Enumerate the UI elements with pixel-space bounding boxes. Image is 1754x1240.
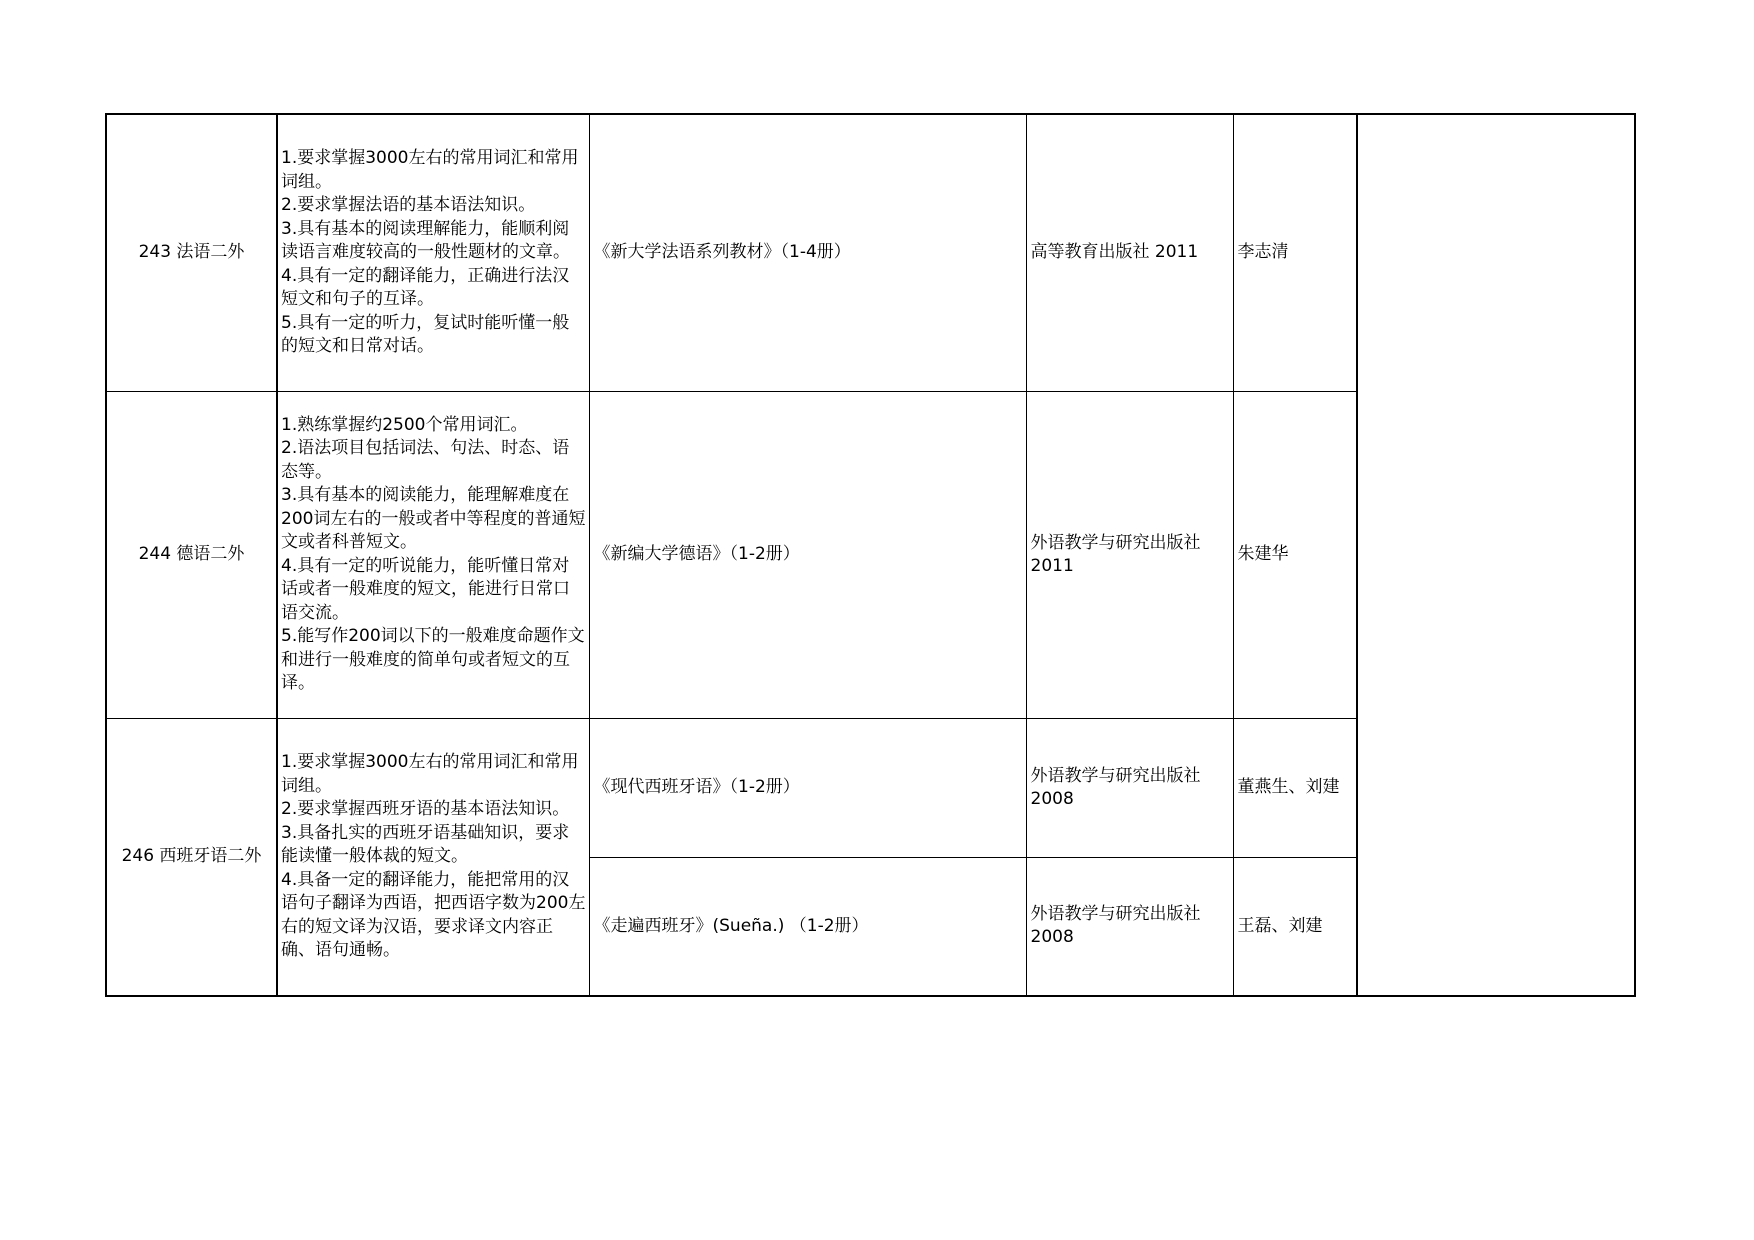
book-title-cell: 《现代西班牙语》（1-2册） bbox=[589, 718, 1026, 857]
book-title-cell: 《新大学法语系列教材》（1-4册） bbox=[589, 114, 1026, 391]
requirement-item: 3.具有基本的阅读能力，能理解难度在200词左右的一般或者中等程度的普通短文或者科普短文。 bbox=[281, 485, 586, 552]
requirement-item: 1.熟练掌握约2500个常用词汇。 bbox=[281, 414, 528, 435]
requirements-cell bbox=[277, 114, 589, 391]
author-cell: 李志清 bbox=[1233, 114, 1357, 391]
subject-cell: 244 德语二外 bbox=[106, 391, 277, 718]
requirement-item: 1.要求掌握3000左右的常用词汇和常用词组。 bbox=[281, 752, 579, 796]
requirements-cell bbox=[277, 718, 589, 996]
requirement-item: 2.要求掌握西班牙语的基本语法知识。 bbox=[281, 799, 570, 819]
subject-cell: 246 西班牙语二外 bbox=[106, 718, 277, 996]
requirement-item: 2.语法项目包括词法、句法、时态、语态等。 bbox=[281, 438, 570, 482]
publisher-cell: 外语教学与研究出版社 2008 bbox=[1026, 718, 1233, 857]
exam-reference-table bbox=[105, 113, 1636, 997]
requirement-item: 3.具备扎实的西班牙语基础知识，要求能读懂一般体裁的短文。 bbox=[281, 822, 570, 866]
author-cell: 朱建华 bbox=[1233, 391, 1357, 718]
requirement-item: 3.具有基本的阅读理解能力，能顺利阅读语言难度较高的一般性题材的文章。 bbox=[281, 218, 570, 262]
notes-cell bbox=[1357, 114, 1635, 996]
author-cell: 王磊、刘建 bbox=[1233, 857, 1357, 996]
requirement-item: 5.具有一定的听力，复试时能听懂一般的短文和日常对话。 bbox=[281, 312, 570, 356]
publisher-cell: 外语教学与研究出版社 2008 bbox=[1026, 857, 1233, 996]
requirement-item: 5.能写作200词以下的一般难度命题作文和进行一般难度的简单句或者短文的互译。 bbox=[281, 626, 585, 693]
author-cell: 董燕生、刘建 bbox=[1233, 718, 1357, 857]
requirement-item: 4.具有一定的听说能力，能听懂日常对话或者一般难度的短文，能进行日常口语交流。 bbox=[281, 555, 570, 623]
requirement-item: 4.具备一定的翻译能力，能把常用的汉语句子翻译为西语，把西语字数为200左右的短文译为汉语，要求译文内容正确、语句通畅。 bbox=[281, 869, 586, 960]
subject-cell: 243 法语二外 bbox=[106, 114, 277, 391]
requirement-item: 4.具有一定的翻译能力，正确进行法汉短文和句子的互译。 bbox=[281, 265, 570, 309]
requirement-item: 1.要求掌握3000左右的常用词汇和常用词组。 bbox=[281, 148, 579, 192]
publisher-cell: 高等教育出版社 2011 bbox=[1026, 114, 1233, 391]
publisher-cell: 外语教学与研究出版社 2011 bbox=[1026, 391, 1233, 718]
book-title-cell: 《走遍西班牙》(Sueña.) （1-2册） bbox=[589, 857, 1026, 996]
requirements-cell bbox=[277, 391, 589, 718]
book-title-cell: 《新编大学德语》（1-2册） bbox=[589, 391, 1026, 718]
requirement-item: 2.要求掌握法语的基本语法知识。 bbox=[281, 195, 536, 215]
table-row bbox=[106, 114, 1635, 391]
